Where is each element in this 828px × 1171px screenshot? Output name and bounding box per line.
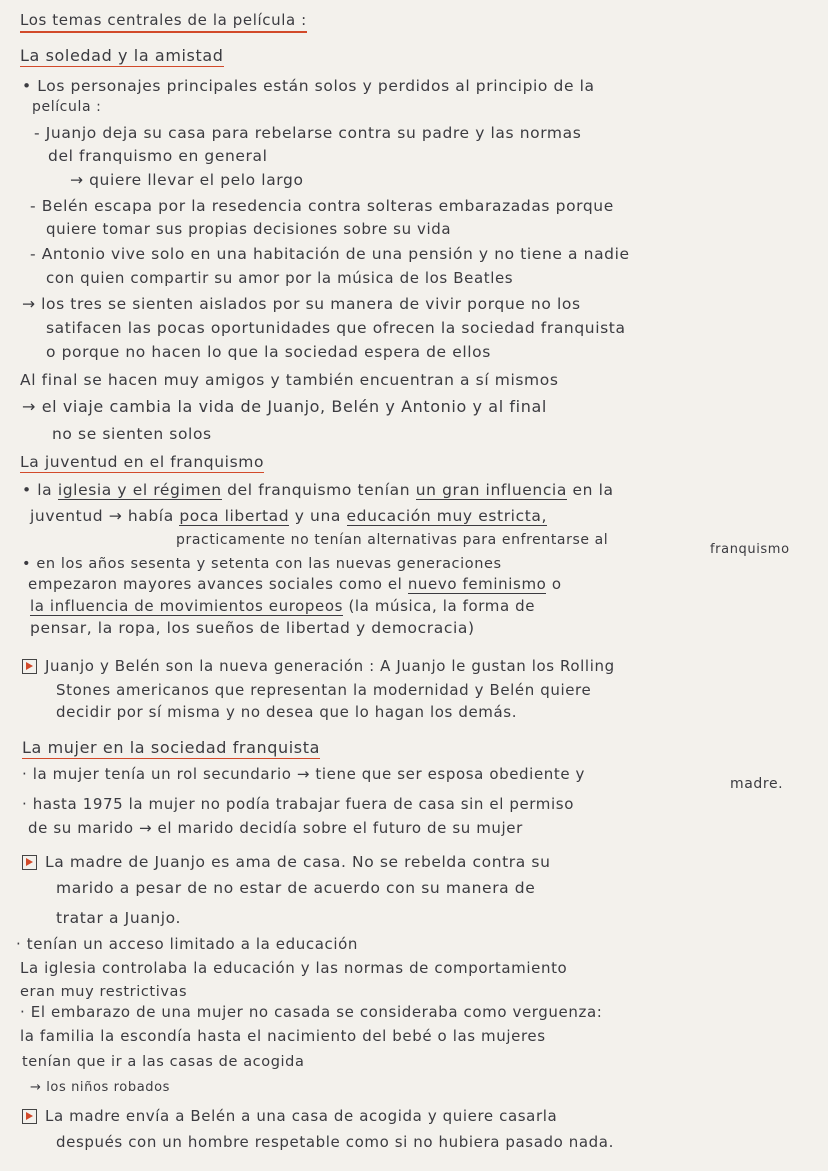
s3-example-3: tratar a Juanjo. (56, 909, 182, 927)
s1-line-1: • Los personajes principales están solos y perdidos al principio de la (22, 77, 595, 95)
s2-line-5a: empezaron mayores avances sociales como el (28, 575, 408, 593)
s2-line-2a: juventud → había (30, 507, 180, 525)
s1-line-12: o porque no hacen lo que la sociedad espera de ellos (46, 343, 491, 361)
s3-line-10: → los niños robados (30, 1080, 171, 1095)
s3-line-3: de su marido → el marido decidía sobre el futuro de su mujer (28, 819, 523, 837)
s3-example-5: después con un hombre respetable como si no hubiera pasado nada. (56, 1133, 614, 1151)
s1-line-6: - Belén escapa por la resedencia contra solteras embarazadas porque (30, 197, 614, 215)
s3-example-1 (22, 852, 551, 872)
s2-line-1a: • la (22, 481, 58, 499)
s2-line-3b: franquismo (710, 542, 790, 557)
s1-line-2: película : (32, 99, 102, 115)
s3-line-2: · hasta 1975 la mujer no podía trabajar fuera de casa sin el permiso (22, 795, 574, 813)
s2-line-6b: (la música, la forma de (343, 597, 536, 615)
s2-line-5 (28, 574, 562, 594)
s2-line-5c: o (546, 575, 562, 593)
s2-line-1d: un gran influencia (415, 481, 567, 499)
s3-example-1-text: La madre de Juanjo es ama de casa. No se rebelda contra su (45, 853, 551, 871)
s2-line-1b: iglesia y el régimen (57, 481, 222, 499)
s1-line-3: - Juanjo deja su casa para rebelarse contra su padre y las normas (34, 124, 582, 142)
s3-line-7: · El embarazo de una mujer no casada se consideraba como verguenza: (20, 1003, 603, 1021)
s1-line-5: → quiere llevar el pelo largo (70, 171, 304, 189)
s2-line-2b: poca libertad (179, 507, 290, 525)
s3-example-2: marido a pesar de no estar de acuerdo con su manera de (56, 879, 536, 897)
play-box-icon (22, 1109, 37, 1124)
s2-line-1e: en la (566, 481, 614, 499)
s2-line-4: • en los años sesenta y setenta con las nuevas generaciones (22, 556, 502, 572)
s2-example-3: decidir por sí misma y no desea que lo hagan los demás. (56, 703, 518, 721)
s3-example-4 (22, 1106, 557, 1126)
s2-line-6a: la influencia de movimientos europeos (30, 597, 344, 615)
s2-line-1 (22, 480, 614, 500)
s3-line-4: · tenían un acceso limitado a la educación (16, 935, 358, 953)
s3-line-1: · la mujer tenía un rol secundario → tiene que ser esposa obediente y (22, 765, 586, 783)
s2-line-7: pensar, la ropa, los sueños de libertad y democracia) (30, 619, 475, 637)
section-title-soledad: La soledad y la amistad (20, 46, 224, 65)
s2-line-2c: y una (289, 507, 347, 525)
s2-example-1-text: Juanjo y Belén son la nueva generación : A Juanjo le gustan los Rolling (45, 657, 615, 675)
play-box-icon (22, 659, 37, 674)
page-heading: Los temas centrales de la película : (20, 10, 307, 33)
s1-line-11: satifacen las pocas oportunidades que ofrecen la sociedad franquista (46, 319, 626, 337)
s2-example-2: Stones americanos que representan la modernidad y Belén quiere (56, 681, 592, 699)
s1-line-8: - Antonio vive solo en una habitación de una pensión y no tiene a nadie (30, 245, 630, 263)
s1-line-15: no se sienten solos (52, 425, 212, 443)
s3-line-5: La iglesia controlaba la educación y las normas de comportamiento (20, 959, 568, 977)
s1-line-10: → los tres se sienten aislados por su manera de vivir porque no los (22, 295, 581, 313)
s2-line-5b: nuevo feminismo (407, 575, 547, 593)
play-box-icon (22, 855, 37, 870)
s3-line-1b: madre. (730, 776, 784, 792)
s1-line-14: → el viaje cambia la vida de Juanjo, Belén y Antonio y al final (22, 397, 547, 416)
s1-line-13: Al final se hacen muy amigos y también encuentran a sí mismos (20, 371, 559, 389)
s1-line-7: quiere tomar sus propias decisiones sobre su vida (46, 220, 452, 238)
s2-line-2 (30, 506, 547, 526)
section-title-mujer: La mujer en la sociedad franquista (22, 738, 321, 757)
s2-example-1 (22, 656, 615, 676)
s2-line-1c: del franquismo tenían (221, 481, 416, 499)
s3-example-4-text: La madre envía a Belén a una casa de acogida y quiere casarla (45, 1107, 558, 1125)
s1-line-9: con quien compartir su amor por la música de los Beatles (46, 269, 514, 287)
s3-line-6: eran muy restrictivas (20, 984, 188, 1000)
s1-line-4: del franquismo en general (48, 147, 268, 165)
s3-line-8: la familia la escondía hasta el nacimiento del bebé o las mujeres (20, 1027, 546, 1045)
section-title-juventud: La juventud en el franquismo (20, 453, 265, 471)
s2-line-2d: educación muy estricta, (346, 507, 548, 525)
s3-line-9: tenían que ir a las casas de acogida (22, 1054, 305, 1070)
s2-line-3: practicamente no tenían alternativas para enfrentarse al (176, 532, 609, 548)
s2-line-6 (30, 596, 535, 616)
